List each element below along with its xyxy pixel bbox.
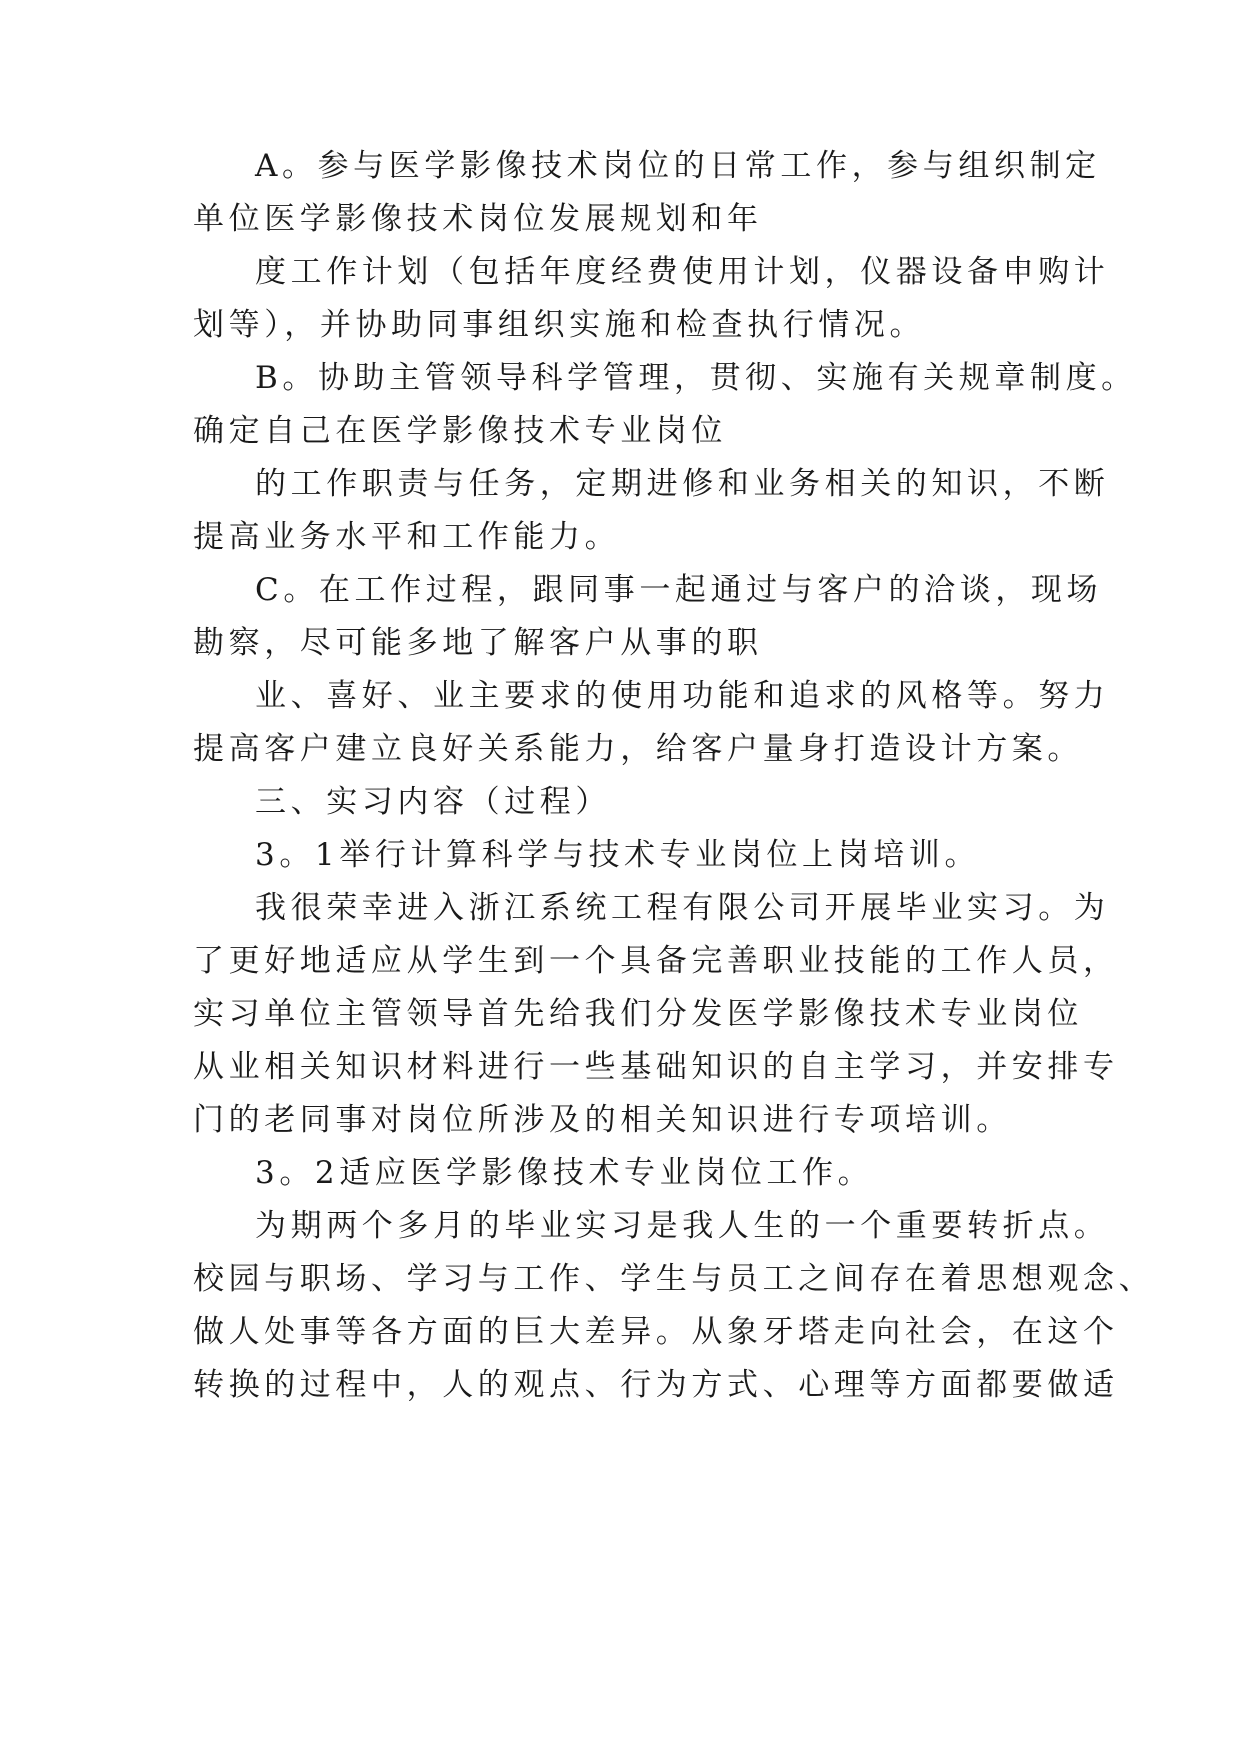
text-line: 业、喜好、业主要求的使用功能和追求的风格等。努力 [255,678,1110,714]
text-line: 确定自己在医学影像技术专业岗位 [193,413,727,449]
text-line: 做人处事等各方面的巨大差异。从象牙塔走向社会，在这个 [193,1314,1119,1350]
text-line: 度工作计划（包括年度经费使用计划，仪器设备申购计 [255,254,1110,290]
section-heading: 三、实习内容（过程） [255,784,611,820]
text-line: 划等），并协助同事组织实施和检查执行情况。 [193,307,926,343]
text-line: 提高客户建立良好关系能力，给客户量身打造设计方案。 [193,731,1083,767]
text-line: 了更好地适应从学生到一个具备完善职业技能的工作人员， [193,943,1119,979]
text-line: B。协助主管领导科学管理，贯彻、实施有关规章制度。 [255,360,1137,396]
text-line: 单位医学影像技术岗位发展规划和年 [193,201,763,237]
subsection-heading: 3。1举行计算科学与技术专业岗位上岗培训。 [255,837,981,873]
text-line: A。参与医学影像技术岗位的日常工作，参与组织制定 [255,148,1101,184]
text-line: 我很荣幸进入浙江系统工程有限公司开展毕业实习。为 [255,890,1110,926]
text-line: 转换的过程中，人的观点、行为方式、心理等方面都要做适 [193,1367,1119,1403]
subsection-heading: 3。2适应医学影像技术专业岗位工作。 [255,1155,874,1191]
text-line: 的工作职责与任务，定期进修和业务相关的知识，不断 [255,466,1110,502]
text-line: 实习单位主管领导首先给我们分发医学影像技术专业岗位 [193,996,1083,1032]
text-line: 从业相关知识材料进行一些基础知识的自主学习，并安排专 [193,1049,1119,1085]
text-line: 为期两个多月的毕业实习是我人生的一个重要转折点。 [255,1208,1110,1244]
text-line: 校园与职场、学习与工作、学生与员工之间存在着思想观念、 [193,1261,1155,1297]
text-line: C。在工作过程，跟同事一起通过与客户的洽谈，现场 [255,572,1103,608]
text-line: 勘察，尽可能多地了解客户从事的职 [193,625,763,661]
text-line: 提高业务水平和工作能力。 [193,519,621,555]
text-line: 门的老同事对岗位所涉及的相关知识进行专项培训。 [193,1102,1012,1138]
